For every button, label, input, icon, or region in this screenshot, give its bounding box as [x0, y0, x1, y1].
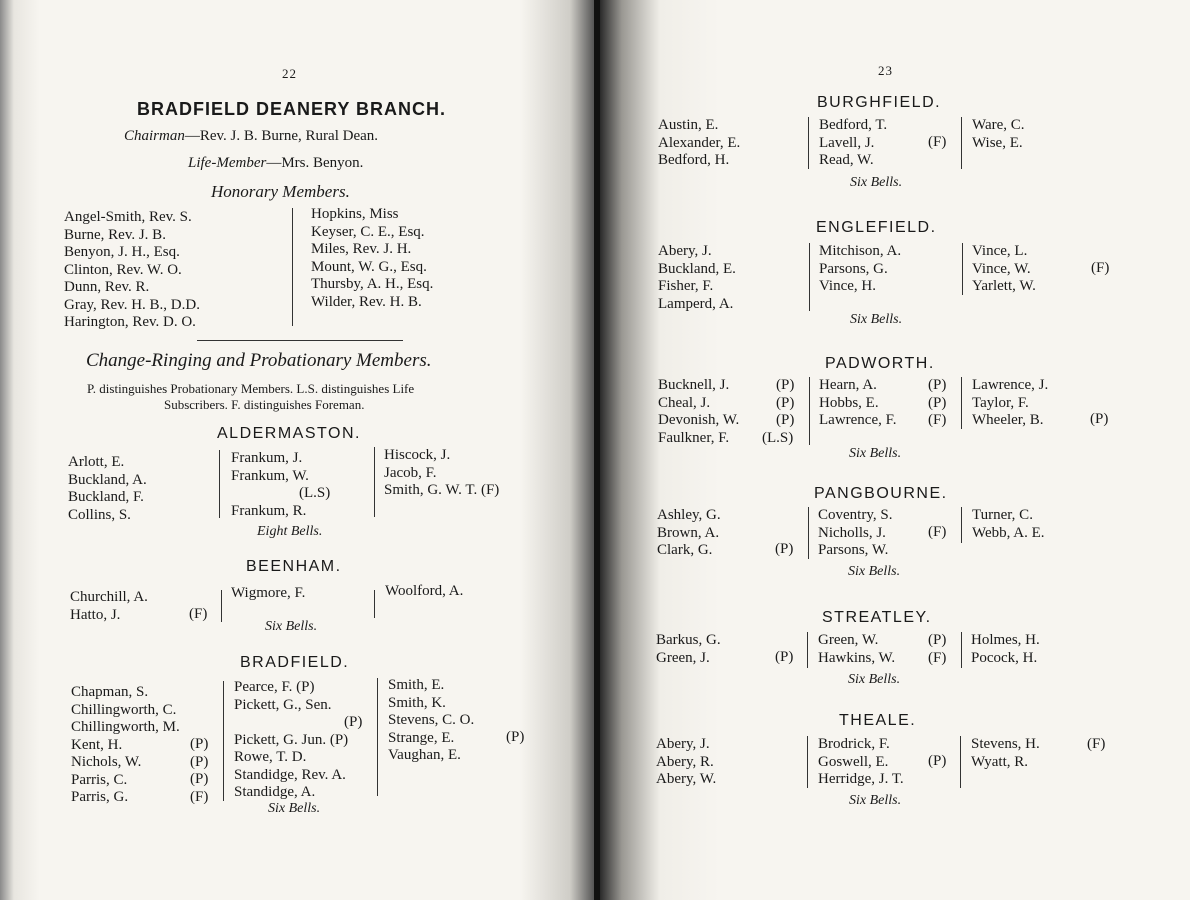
ringer-name: Smith, G. W. T. (F) — [384, 482, 500, 498]
ringer-name: Parris, G. — [71, 789, 129, 805]
ringer-name: Ware, C. — [972, 117, 1025, 133]
ringer-name: Wigmore, F. — [231, 585, 306, 601]
ringer-name: Lavell, J. — [819, 134, 875, 151]
ringer-mark: (F) — [1091, 260, 1110, 276]
column-rule — [808, 117, 809, 169]
member-name: Keyser, C. E., Esq. — [311, 223, 425, 240]
englefield-col1 — [658, 243, 736, 313]
ringer-name: Standidge, A. — [234, 784, 316, 800]
ringer-name: Barkus, G. — [656, 632, 721, 648]
englefield-col3 — [972, 243, 1036, 296]
padworth-col1-marks — [762, 377, 795, 447]
honorary-heading: Honorary Members. — [211, 182, 350, 201]
ringer-name: Hatto, J. — [70, 606, 121, 623]
ringer-name: Green, W. — [818, 632, 879, 648]
legend-note-line1: P. distinguishes Probationary Members. L.S. distinguishes Life — [87, 381, 415, 396]
ringer-name: Green, J. — [656, 649, 710, 666]
member-name: Angel-Smith, Rev. S. — [64, 209, 192, 225]
section-divider — [197, 340, 403, 341]
column-rule — [221, 590, 222, 622]
member-name: Benyon, J. H., Esq. — [64, 244, 180, 260]
ringer-name: Parsons, G. — [819, 260, 888, 277]
page-number: 23 — [878, 63, 893, 78]
column-rule — [292, 208, 293, 326]
left-page — [0, 0, 594, 900]
ringer-name: Fisher, F. — [658, 278, 714, 294]
ringer-mark: (F) — [928, 412, 947, 428]
ringer-mark: (F) — [189, 606, 208, 622]
ringer-name: Lawrence, J. — [972, 377, 1049, 393]
member-name: Gray, Rev. H. B., D.D. — [64, 296, 200, 313]
burghfield-col2 — [819, 117, 887, 170]
ringer-mark: (P) — [928, 394, 947, 411]
legend-note-line2: Subscribers. F. distinguishes Foreman. — [164, 397, 365, 412]
aldermaston-col1 — [68, 454, 147, 524]
streatley-col2-marks — [928, 632, 946, 667]
ringer-name: Stevens, C. O. — [388, 712, 475, 728]
ringer-name: Chapman, S. — [71, 684, 149, 700]
ringer-name: Devonish, W. — [658, 412, 740, 428]
ringer-name: Collins, S. — [68, 506, 131, 523]
ringer-name: Abery, J. — [658, 243, 712, 259]
ringer-mark: (P) — [190, 753, 209, 770]
member-name: Wilder, Rev. H. B. — [311, 293, 422, 310]
ringer-name: Abery, J. — [656, 736, 710, 752]
ringer-name: Jacob, F. — [384, 464, 437, 481]
ringer-name: Hobbs, E. — [819, 394, 879, 411]
member-name: Burne, Rev. J. B. — [64, 226, 166, 243]
ringer-name: Lamperd, A. — [658, 295, 734, 312]
column-rule — [808, 507, 809, 559]
ringer-name: Parsons, W. — [818, 542, 889, 558]
pangbourne-col2 — [818, 507, 892, 560]
ringer-name: Cheal, J. — [658, 394, 711, 411]
ringer-name: Smith, E. — [388, 677, 445, 693]
ringer-name: Chillingworth, C. — [71, 701, 177, 718]
ringer-name: Churchill, A. — [70, 589, 148, 605]
place-heading-burghfield: BURGHFIELD. — [817, 94, 942, 111]
ringer-name: Pocock, H. — [971, 649, 1038, 666]
bells-note: Six Bells. — [265, 619, 318, 634]
ringer-name: Bedford, T. — [819, 117, 888, 133]
ringer-name: Goswell, E. — [818, 753, 889, 770]
ringer-name: Pearce, F. (P) — [234, 679, 315, 695]
ringer-name: Chillingworth, M. — [71, 719, 180, 735]
ringer-mark: (P) — [190, 771, 209, 787]
ringer-name: Standidge, Rev. A. — [234, 766, 346, 783]
bells-note: Six Bells. — [850, 312, 903, 327]
streatley-col2 — [818, 632, 895, 667]
ringer-name: Yarlett, W. — [972, 278, 1036, 294]
ringer-mark: (P) — [928, 632, 947, 648]
ringer-name: Bucknell, J. — [658, 377, 730, 393]
englefield-col2 — [819, 243, 901, 296]
ringer-name: Vince, W. — [972, 260, 1031, 277]
ringer-mark: (P) — [776, 394, 795, 411]
life-member-line — [188, 155, 363, 172]
honorary-col2 — [311, 206, 433, 311]
place-heading-beenham: BEENHAM. — [246, 558, 342, 575]
ringer-mark: (P) — [190, 736, 209, 752]
theale-col3 — [971, 736, 1040, 771]
ringer-name: Herridge, J. T. — [818, 771, 904, 787]
place-heading-streatley: STREATLEY. — [822, 609, 932, 626]
change-ringing-heading: Change-Ringing and Probationary Members. — [86, 350, 432, 371]
chairman-line — [124, 128, 378, 145]
aldermaston-col3 — [384, 447, 499, 500]
ringer-mark: (L.S) — [299, 485, 331, 501]
ringer-name: Taylor, F. — [972, 394, 1029, 411]
ringer-name: Abery, W. — [656, 771, 717, 787]
theale-col1 — [656, 736, 716, 789]
column-rule — [960, 736, 961, 788]
place-heading-padworth: PADWORTH. — [825, 355, 935, 372]
burghfield-col3 — [972, 117, 1025, 152]
pangbourne-col3 — [972, 507, 1045, 542]
ringer-name: Ashley, G. — [657, 507, 721, 523]
ringer-mark: (P) — [775, 649, 794, 665]
chairman-value: —Rev. J. B. Burne, Rural Dean. — [184, 128, 379, 144]
bradfield-col1 — [71, 684, 180, 807]
member-name: Hopkins, Miss — [311, 206, 399, 222]
ringer-mark: (F) — [190, 788, 209, 805]
ringer-name: Faulkner, F. — [658, 429, 730, 446]
ringer-name: Parris, C. — [71, 771, 128, 788]
ringer-name: Hawkins, W. — [818, 649, 896, 666]
beenham-col1 — [70, 589, 148, 624]
column-rule — [961, 377, 962, 429]
ringer-name: Buckland, E. — [658, 260, 736, 277]
ringer-name: Kent, H. — [71, 736, 123, 753]
ringer-name: Brown, A. — [657, 524, 720, 541]
ringer-name: Nichols, W. — [71, 754, 142, 770]
ringer-mark: (P) — [928, 377, 947, 393]
bells-note: Six Bells. — [850, 175, 903, 190]
bells-note: Eight Bells. — [257, 524, 323, 539]
ringer-mark: (L.S) — [762, 429, 794, 446]
ringer-mark: (F) — [928, 649, 947, 666]
place-heading-aldermaston: ALDERMASTON. — [217, 425, 361, 442]
ringer-mark: (P) — [344, 714, 363, 730]
bells-note: Six Bells. — [849, 446, 902, 461]
life-member-value: —Mrs. Benyon. — [266, 155, 364, 171]
member-name: Mount, W. G., Esq. — [311, 258, 427, 275]
ringer-name: Mitchison, A. — [819, 243, 902, 259]
bradfield-col3 — [388, 677, 474, 765]
place-heading-bradfield: BRADFIELD. — [240, 654, 350, 671]
ringer-name: Buckland, F. — [68, 489, 144, 505]
ringer-mark: (F) — [1087, 736, 1106, 752]
member-name: Miles, Rev. J. H. — [311, 241, 412, 257]
column-rule — [961, 117, 962, 169]
place-heading-theale: THEALE. — [839, 712, 917, 729]
ringer-mark: (P) — [506, 729, 525, 745]
column-rule — [374, 590, 375, 618]
ringer-name: Arlott, E. — [68, 454, 125, 470]
bradfield-col1-marks — [190, 736, 208, 806]
chairman-label: Chairman — [124, 128, 185, 144]
ringer-name: Frankum, R. — [231, 502, 307, 519]
padworth-col1 — [658, 377, 739, 447]
ringer-name: Clark, G. — [657, 542, 713, 558]
ringer-name: Coventry, S. — [818, 507, 893, 523]
streatley-col1 — [656, 632, 721, 667]
bells-note: Six Bells. — [268, 801, 321, 816]
ringer-name: Webb, A. E. — [972, 524, 1045, 541]
ringer-name: Read, W. — [819, 152, 874, 168]
ringer-name: Buckland, A. — [68, 471, 147, 488]
ringer-name: Austin, E. — [658, 117, 719, 133]
place-heading-pangbourne: PANGBOURNE. — [814, 485, 948, 502]
member-name: Thursby, A. H., Esq. — [311, 276, 434, 292]
padworth-col2 — [819, 377, 897, 430]
beenham-col3 — [385, 583, 463, 601]
streatley-col3 — [971, 632, 1040, 667]
ringer-name: Vince, L. — [972, 243, 1028, 259]
column-rule — [807, 736, 808, 788]
place-heading-englefield: ENGLEFIELD. — [816, 219, 937, 236]
ringer-name: Strange, E. — [388, 729, 455, 746]
burghfield-col1 — [658, 117, 740, 170]
bradfield-col2 — [234, 679, 362, 802]
ringer-mark: (P) — [775, 541, 794, 557]
padworth-col2-marks — [928, 377, 946, 430]
honorary-col1 — [64, 209, 200, 332]
column-rule — [223, 681, 224, 801]
column-rule — [374, 447, 375, 517]
branch-title: BRADFIELD DEANERY BRANCH. — [137, 99, 447, 119]
ringer-name: Frankum, J. — [231, 450, 303, 466]
ringer-name: Wheeler, B. — [972, 412, 1044, 428]
column-rule — [809, 377, 810, 445]
ringer-mark: (P) — [776, 377, 795, 393]
member-name: Clinton, Rev. W. O. — [64, 261, 182, 278]
aldermaston-col2 — [231, 450, 330, 520]
bells-note: Six Bells. — [848, 672, 901, 687]
column-rule — [809, 243, 810, 311]
ringer-name: Pickett, G. Jun. (P) — [234, 731, 349, 748]
ringer-name: Abery, R. — [656, 753, 714, 770]
member-name: Harington, Rev. D. O. — [64, 314, 196, 330]
ringer-name: Frankum, W. — [231, 467, 309, 484]
ringer-name: Nicholls, J. — [818, 524, 886, 541]
column-rule — [219, 450, 220, 518]
bells-note: Six Bells. — [848, 564, 901, 579]
pangbourne-col1 — [657, 507, 721, 560]
ringer-name: Vince, H. — [819, 278, 876, 294]
column-rule — [961, 632, 962, 668]
ringer-name: Vaughan, E. — [388, 747, 461, 763]
ringer-name: Alexander, E. — [658, 134, 741, 151]
ringer-name: Smith, K. — [388, 694, 446, 711]
ringer-name: Bedford, H. — [658, 152, 730, 168]
theale-col2 — [818, 736, 904, 789]
bells-note: Six Bells. — [849, 793, 902, 808]
ringer-name: Hearn, A. — [819, 377, 877, 393]
ringer-mark: (P) — [1090, 411, 1109, 427]
padworth-col3 — [972, 377, 1048, 430]
ringer-name: Wise, E. — [972, 134, 1023, 151]
member-name: Dunn, Rev. R. — [64, 279, 150, 295]
ringer-mark: (P) — [776, 412, 795, 428]
column-rule — [961, 507, 962, 543]
column-rule — [377, 678, 378, 796]
life-member-label: Life-Member — [188, 155, 267, 171]
ringer-name: Turner, C. — [972, 507, 1033, 523]
ringer-mark: (P) — [928, 753, 947, 769]
ringer-name: Pickett, G., Sen. — [234, 696, 332, 713]
ringer-name: Hiscock, J. — [384, 447, 451, 463]
column-rule — [807, 632, 808, 668]
ringer-mark: (F) — [928, 524, 947, 540]
page-number: 22 — [282, 66, 297, 81]
column-rule — [962, 243, 963, 295]
ringer-mark: (F) — [928, 134, 947, 150]
ringer-name: Rowe, T. D. — [234, 749, 307, 765]
ringer-name: Lawrence, F. — [819, 412, 897, 428]
ringer-name: Woolford, A. — [385, 583, 464, 599]
beenham-col2 — [231, 585, 305, 603]
ringer-name: Brodrick, F. — [818, 736, 890, 752]
ringer-name: Holmes, H. — [971, 632, 1040, 648]
ringer-name: Stevens, H. — [971, 736, 1040, 752]
ringer-name: Wyatt, R. — [971, 753, 1029, 770]
right-page — [600, 0, 1190, 900]
